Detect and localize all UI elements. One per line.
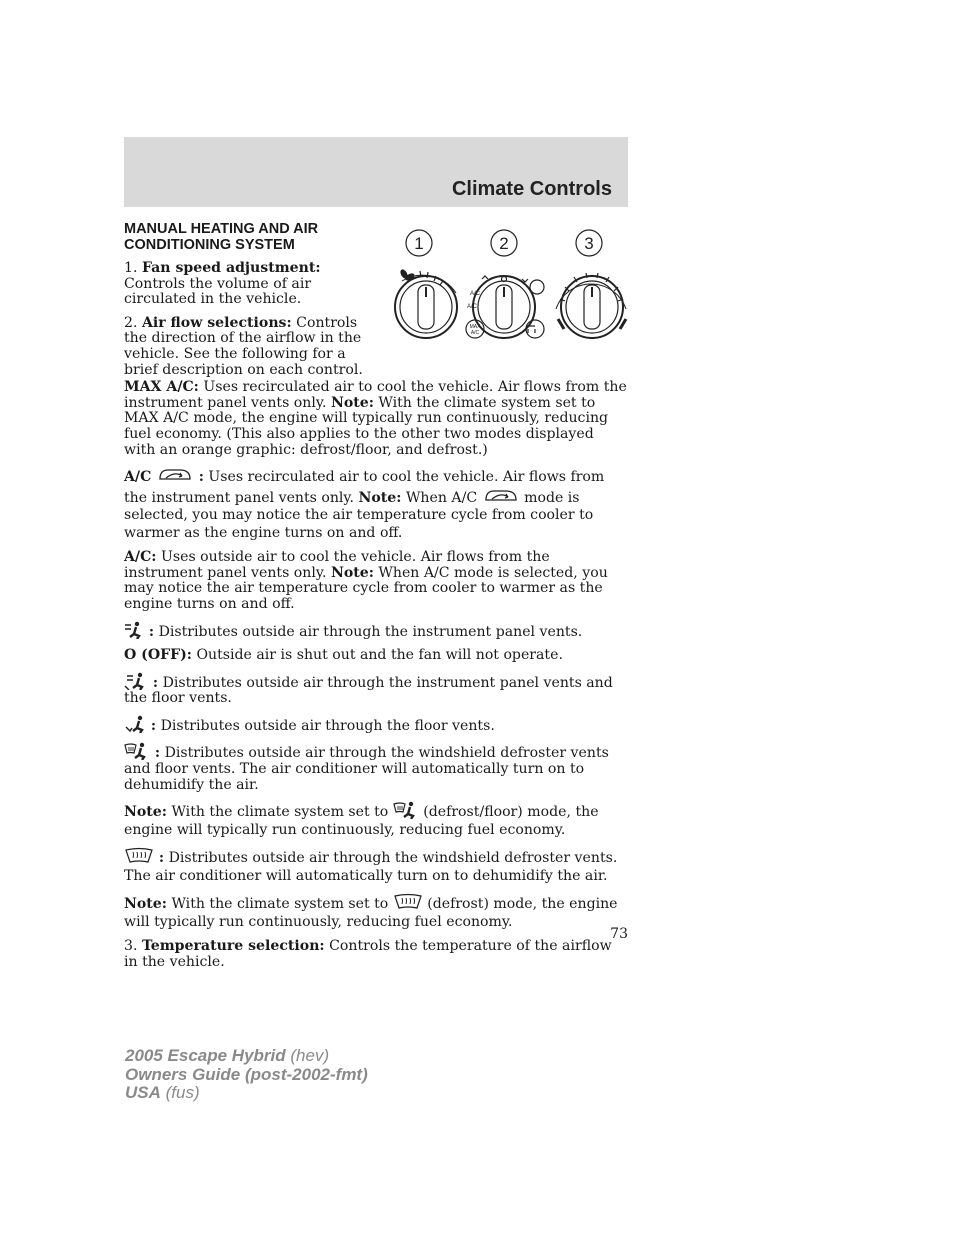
page-number: 73 xyxy=(610,926,628,942)
item-max-ac: MAX A/C: Uses recirculated air to cool the vehicle. Air flows from the instrument panel vents only. Note: With the climate system set to MAX A/C mode, the engine will typically run continuously, reducing fuel economy. (This also applies to the other two modes displayed with an orange graphic: defrost/floor, and defrost.) xyxy=(124,379,627,458)
item-fan-speed: 1. Fan speed adjustment: Controls the volume of air circulated in the vehicle. xyxy=(124,260,321,308)
item-off: O (OFF): Outside air is shut out and the fan will not operate. xyxy=(124,647,563,664)
item-air-flow: 2. Air flow selections: Controls the direction of the airflow in the vehicle. See the following for a brief description on each control. xyxy=(124,314,363,378)
page-title: Climate Controls xyxy=(451,178,612,200)
recirculate-icon xyxy=(482,487,520,505)
max-ac-label-top: MAX xyxy=(469,324,481,330)
item-defrost-floor: : Distributes outside air through the windshield defroster vents and floor vents. The air conditioner will automatically turn on to dehumidify the air. xyxy=(124,742,628,793)
footer xyxy=(125,1047,368,1103)
defrost-floor-icon xyxy=(124,742,150,760)
note-defrost-floor: Note: With the climate system set to (defrost/floor) mode, the engine will typically run continuously, reducing fuel economy. xyxy=(124,801,628,839)
item-defrost: : Distributes outside air through the windshield defroster vents. The air conditioner will automatically turn on to dehumidify the air. xyxy=(124,847,628,885)
header-band xyxy=(124,137,628,207)
callout-2: 2 xyxy=(499,234,509,253)
item-ac-recirc: A/C : Uses recirculated air to cool the vehicle. Air flows from the instrument panel vents only. Note: When A/C mode is selected, you may notice the air temperature cycle from cooler to warmer as the engine turns on and off. xyxy=(124,466,628,542)
footer-line-3: USA (fus) xyxy=(125,1083,200,1102)
footer-line-2: Owners Guide (post-2002-fmt) xyxy=(125,1064,368,1084)
callout-3: 3 xyxy=(584,234,594,253)
ac-recirc-label: A/C xyxy=(467,304,478,310)
defrost-floor-icon xyxy=(393,801,419,819)
item-panel-floor: : Distributes outside air through the instrument panel vents and the floor vents. xyxy=(124,672,628,707)
panel-vent-icon xyxy=(124,621,144,639)
item-ac-outside: A/C: Uses outside air to cool the vehicle. Air flows from the instrument panel vents only. Note: When A/C mode is selected, you may notice the air temperature cycle from cooler to warmer as the engine turns on and off. xyxy=(124,549,608,612)
recirculate-icon xyxy=(156,466,194,484)
callout-1: 1 xyxy=(414,234,424,253)
ac-label: A/C xyxy=(470,291,481,297)
air-flow-label: Air flow selections: xyxy=(141,314,292,331)
item-temperature: 3. Temperature selection: Controls the temperature of the airflow in the vehicle. xyxy=(124,938,612,970)
section-heading: MANUAL HEATING AND AIR CONDITIONING SYSTEM xyxy=(124,221,319,253)
item-panel: : Distributes outside air through the instrument panel vents. xyxy=(124,621,628,641)
temperature-label: Temperature selection: xyxy=(141,938,325,955)
defrost-icon xyxy=(393,893,423,911)
panel-floor-vent-icon xyxy=(124,672,148,690)
max-ac-label-bottom: A/C xyxy=(470,330,480,336)
note-defrost: Note: With the climate system set to (defrost) mode, the engine will typically run continuously, reducing fuel economy. xyxy=(124,893,628,931)
page-content xyxy=(124,222,628,978)
item-floor: : Distributes outside air through the floor vents. xyxy=(124,715,628,735)
defrost-icon xyxy=(124,847,154,865)
footer-line-1: 2005 Escape Hybrid (hev) xyxy=(125,1046,330,1065)
floor-vent-icon xyxy=(124,715,146,733)
fan-speed-label: Fan speed adjustment: xyxy=(141,260,321,276)
